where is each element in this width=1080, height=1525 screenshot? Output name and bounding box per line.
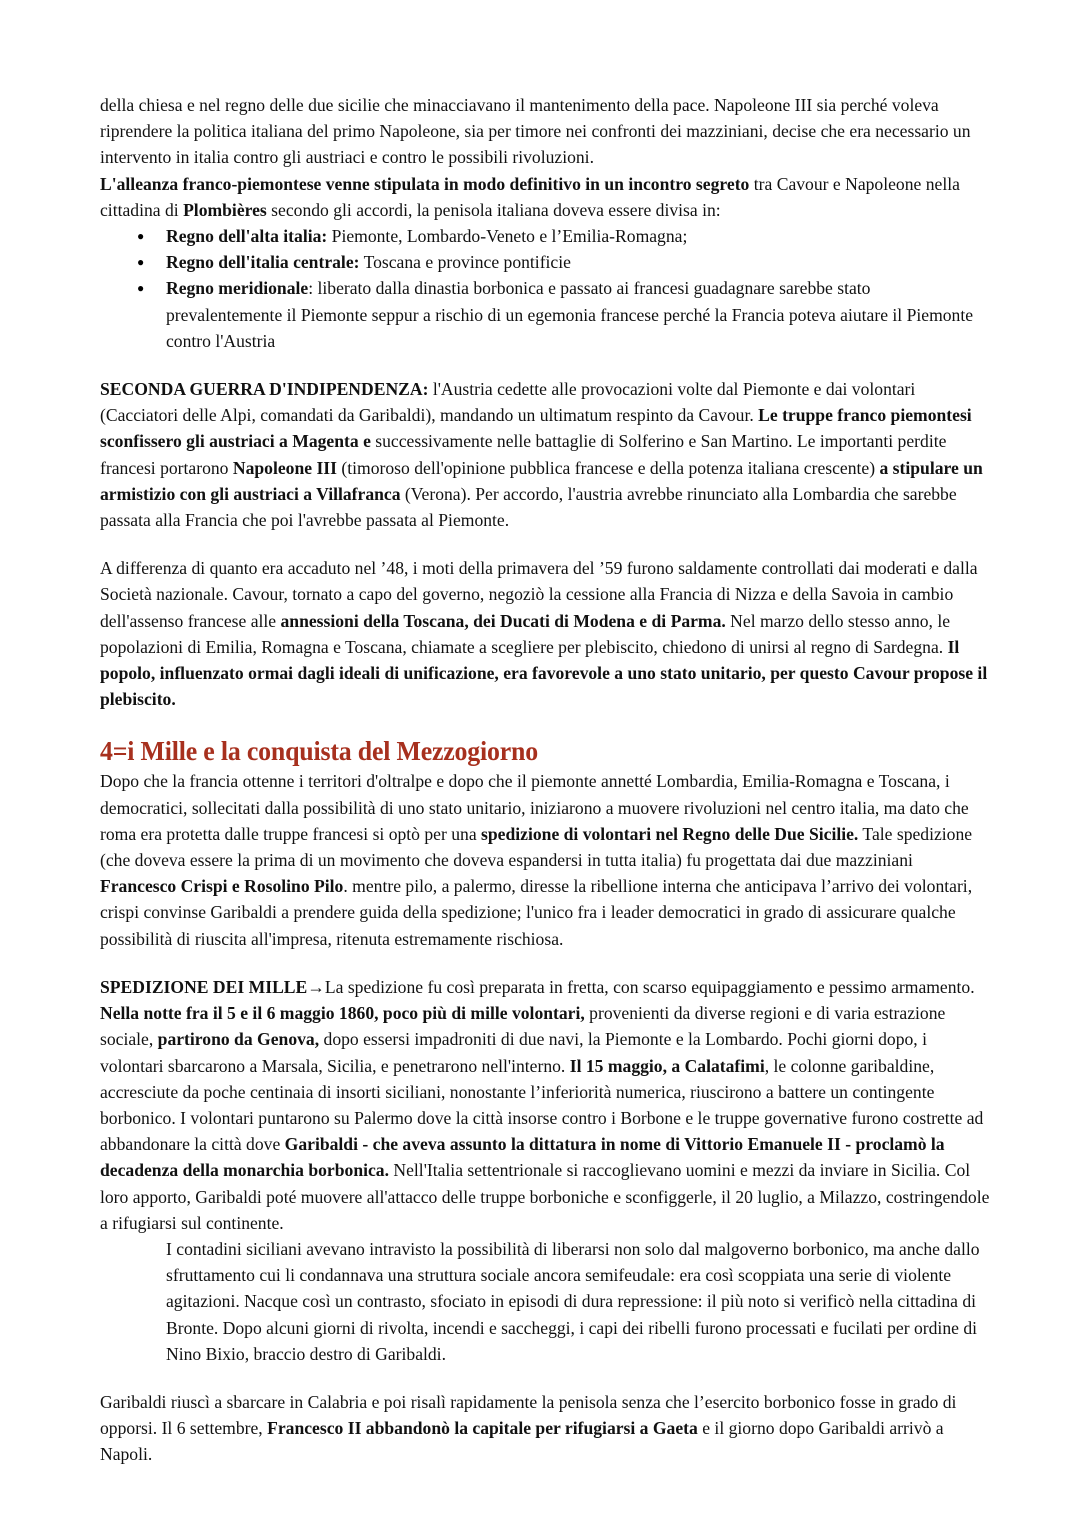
- seconda-guerra-bold-1: Le truppe franco piemontesi sconfissero gli austriaci a Magenta e: [100, 405, 972, 452]
- spedizione-bold-1: Nella notte fra il 5 e il 6 maggio 1860, poco più di mille volontari,: [100, 1003, 585, 1024]
- spedizione-text-4: , le colonne garibaldine, accresciute da poche centinaia di insorti siciliani, nonostante l’inferiorità numerica, riuscirono a battere un contingente borbonico. I volontari puntarono su Palermo dove la città insorse contro i Borbone e le truppe governative furono costrette ad abbandonare la città dove: [100, 1055, 984, 1155]
- finale-bold-1: Francesco II abbandonò la capitale per rifugiarsi a Gaeta: [267, 1418, 698, 1439]
- bullet-text: : liberato dalla dinastia borbonica e passato ai francesi guadagnare sarebbe stato prevalentemente il Piemonte seppur a rischio di un egemonia francese perché la Francia poteva aiutare il Piemonte contro l'Austria: [166, 278, 974, 351]
- page-title: 4=i Mille e la conquista del Mezzogiorno: [100, 735, 538, 767]
- seconda-guerra-text-1: l'Austria cedette alle provocazioni volte dal Piemonte e dai volontari (Cacciatori delle Alpi, comandati da Garibaldi), mandando un ultimatum respinto da Cavour.: [100, 379, 916, 426]
- finale-text-1: Garibaldi riuscì a sbarcare in Calabria e poi risalì rapidamente la penisola senza che l’esercito borbonico fosse in grado di opporsi. Il 6 settembre,: [100, 1391, 957, 1439]
- moti-text-1: A differenza di quanto era accaduto nel ’48, i moti della primavera del ’59 furono saldamente controllati dai moderati e dalla Società nazionale. Cavour, tornato a capo del governo, negoziò la cessione alla Francia di Nizza e della Savoia in cambio dell'assenso francese alle: [100, 558, 978, 631]
- seconda-guerra-text-2: successivamente nelle battaglie di Solferino e San Martino. Le importanti perdite francesi portarono: [100, 431, 947, 478]
- paragraph-chiesa-napoleone: [100, 92, 990, 171]
- moti-text-2: Nel marzo dello stesso anno, le popolazioni di Emilia, Romagna e Toscana, chiamate a scegliere per plebiscito, chiedono di unirsi al regno di Sardegna.: [100, 610, 951, 657]
- bullet-text: Piemonte, Lombardo-Veneto e l’Emilia-Romagna;: [327, 226, 688, 247]
- spedizione-text-2: provenienti da diverse regioni e di varia estrazione sociale,: [100, 1003, 946, 1050]
- seconda-guerra-bold-2: Napoleone III: [232, 457, 337, 478]
- spedizione-text-1: La spedizione fu così preparata in fretta, con scarso equipaggiamento e pessimo armamento.: [324, 976, 975, 997]
- seconda-guerra-title: SECONDA GUERRA D'INDIPENDENZA:: [100, 379, 429, 400]
- spacer: [100, 712, 990, 734]
- paragraph-alleanza-franco-piemontese: [100, 171, 990, 223]
- mille-text-2: Tale spedizione (che doveva essere la prima di un movimento che doveva espandersi in tutta italia) fu progettata dai due mazziniani: [100, 823, 973, 871]
- bullet-label-bold: Regno meridionale: [166, 278, 309, 299]
- seconda-guerra-text-4: (Verona). Per accordo, l'austria avrebbe rinunciato alla Lombardia che sarebbe passata alla Francia che poi l'avrebbe passata al Piemonte.: [100, 483, 957, 531]
- paragraph-seconda-guerra-indipendenza: [100, 376, 990, 533]
- list-item: [166, 223, 990, 249]
- paragraph-garibaldi-calabria: [100, 1389, 990, 1468]
- spedizione-text-5: Nell'Italia settentrionale si raccoglievano uomini e mezzi da inviare in Sicilia. Col loro apporto, Garibaldi poté muovere all'attacco delle truppe borboniche e sconfiggerle, il 20 luglio, a Milazzo, costringendole a rifugiarsi sul continente.: [100, 1160, 990, 1233]
- spacer: [100, 952, 990, 974]
- bullet-label-bold: Regno dell'italia centrale:: [166, 252, 360, 273]
- paragraph-text: della chiesa e nel regno delle due sicilie che minacciavano il mantenimento della pace. Napoleone III sia perché voleva riprendere la politica italiana del primo Napoleone, sia per timore nei confronti dei mazziniani, decise che era necessario un intervento in italia contro gli austriaci e contro le possibili rivoluzioni.: [100, 95, 971, 168]
- list-item: [166, 249, 990, 275]
- seconda-guerra-text-3: (timoroso dell'opinione pubblica francese e della potenza italiana crescente): [337, 457, 880, 478]
- arrow-icon: →: [307, 976, 325, 997]
- mille-text-1: Dopo che la francia ottenne i territori d'oltralpe e dopo che il piemonte annetté Lombardia, Emilia-Romagna e Toscana, i democratici, sollecitati dalla possibilità di uno stato unitario, iniziarono a muovere rivoluzioni nel centro italia, ma dato che roma era protetta dalle truppe francesi si optò per una: [100, 771, 969, 844]
- spedizione-bold-4: Garibaldi - che aveva assunto la dittatura in nome di Vittorio Emanuele II - proclamò la decadenza della monarchia borbonica.: [100, 1134, 945, 1181]
- moti-bold-1: annessioni della Toscana, dei Ducati di Modena e di Parma.: [280, 610, 726, 631]
- paragraph-moti-1859: [100, 555, 990, 712]
- finale-text-2: e il giorno dopo Garibaldi arrivò a Napoli.: [100, 1418, 944, 1465]
- alleanza-bold-lead: L'alleanza franco-piemontese venne stipulata in modo definitivo in un incontro segreto: [100, 173, 750, 194]
- indented-note-block: [100, 1236, 990, 1367]
- list-item: [166, 275, 990, 354]
- mille-bold-2: Francesco Crispi e Rosolino Pilo: [100, 876, 344, 897]
- bullet-label-bold: Regno dell'alta italia:: [166, 226, 328, 247]
- spacer: [100, 354, 990, 376]
- moti-bold-2: Il popolo, influenzato ormai dagli ideali di unificazione, era favorevole a uno stato unitario, per questo Cavour propose il plebiscito.: [100, 636, 988, 710]
- document-body: [100, 92, 990, 1468]
- paragraph-spedizione-dei-mille: [100, 974, 990, 1236]
- paragraph-mille-intro: [100, 768, 990, 951]
- alleanza-mid-text: tra Cavour e Napoleone nella cittadina di: [100, 173, 960, 220]
- seconda-guerra-bold-3: a stipulare un armistizio con gli austriaci a Villafranca: [100, 457, 983, 504]
- spedizione-text-3: dopo essersi impadroniti di due navi, la Piemonte e la Lombardo. Pochi giorni dopo, i volontari sbarcarono a Marsala, Sicilia, e penetrarono nell'interno.: [100, 1029, 927, 1076]
- spacer: [100, 533, 990, 555]
- mille-bold-1: spedizione di volontari nel Regno delle Due Sicilie.: [481, 823, 859, 844]
- alleanza-end-text: secondo gli accordi, la penisola italiana doveva essere divisa in:: [266, 199, 721, 220]
- spedizione-bold-2: partirono da Genova,: [157, 1029, 320, 1050]
- bullet-text: Toscana e province pontificie: [359, 252, 571, 273]
- regni-bullet-list: [100, 223, 990, 354]
- mille-text-3: . mentre pilo, a palermo, diresse la ribellione interna che anticipava l’arrivo dei volontari, crispi convinse Garibaldi a prendere guida della spedizione; l'unico fra i leader democratici in grado di assicurare qualche possibilità di riuscita all'impresa, ritenuta estremamente rischiosa.: [100, 876, 973, 949]
- plombieres-bold: Plombières: [183, 199, 267, 220]
- paragraph-contadini-siciliani: I contadini siciliani avevano intravisto la possibilità di liberarsi non solo dal malgoverno borbonico, ma anche dallo sfruttamento cui li condannava una struttura sociale ancora semifeudale: era così scoppiata una serie di violente agitazioni. Nacque così un contrasto, sfociato in episodi di dura repressione: il più noto si verificò nella cittadina di Bronte. Dopo alcuni giorni di rivolta, incendi e saccheggi, i capi dei ribelli furono processati e fucilati per ordine di Nino Bixio, braccio destro di Garibaldi.: [166, 1238, 980, 1364]
- spedizione-title: SPEDIZIONE DEI MILLE: [100, 976, 308, 997]
- spacer: [100, 1367, 990, 1389]
- spedizione-bold-3: Il 15 maggio, a Calatafimi: [569, 1055, 765, 1076]
